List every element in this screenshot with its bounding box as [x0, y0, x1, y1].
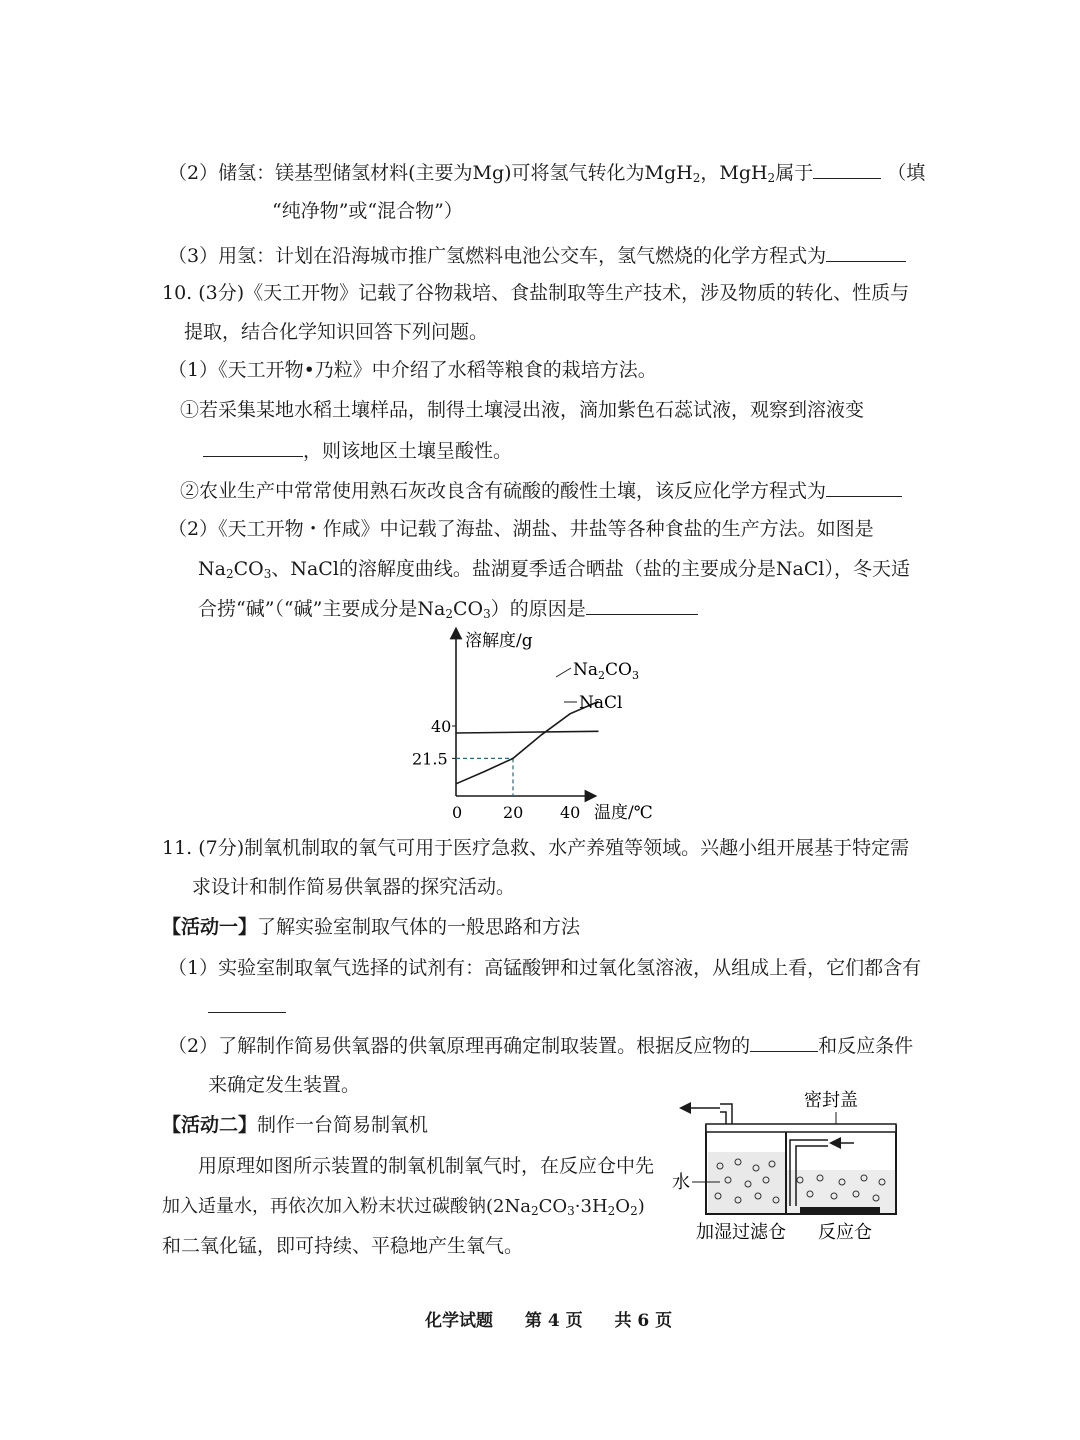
- footer-subject: 化学试题: [425, 1311, 493, 1331]
- series-line-na2co3: [456, 702, 599, 784]
- y-tick-label: 21.5: [412, 749, 448, 769]
- activity2-body-line1: 用原理如图所示装置的制氧机制氧气时，在反应仓中先: [198, 1155, 655, 1177]
- activity2-heading: 【活动二】制作一台简易制氧机: [162, 1114, 429, 1136]
- sealed-lid: [706, 1124, 896, 1132]
- lid-label: 密封盖: [804, 1090, 858, 1111]
- x-tick-label: 0: [452, 803, 463, 822]
- catalyst-layer: [800, 1207, 880, 1213]
- reaction-chamber-label: 反应仓: [818, 1222, 872, 1243]
- q11-part2-line1: （2）了解制作简易供氧器的供氧原理再确定制取装置。根据反应物的 和反应条件: [168, 1031, 913, 1060]
- solubility-chart: [405, 625, 695, 830]
- q9-part2-line1: （2）储氢：镁基型储氢材料(主要为Mg)可将氢气转化为MgH$_2$，MgH$_2$属于 （填: [168, 158, 925, 192]
- answer-blank[interactable]: [208, 992, 286, 1013]
- oxygen-generator-diagram: [668, 1080, 908, 1250]
- footer-page: 第 4 页: [524, 1311, 583, 1331]
- q9-part2-line2: “纯净物”或“混合物”）: [272, 200, 463, 222]
- activity2-body-line3: 和二氧化锰，即可持续、平稳地产生氧气。: [162, 1235, 524, 1257]
- water-label: 水: [672, 1172, 690, 1193]
- x-tick-label: 40: [560, 803, 581, 822]
- answer-blank[interactable]: [750, 1031, 818, 1052]
- footer-total: 共 6 页: [614, 1311, 673, 1331]
- q10-part1-i-line2: ，则该地区土壤呈酸性。: [203, 436, 512, 465]
- answer-blank[interactable]: [826, 241, 906, 262]
- activity2-body-line2: 加入适量水，再依次加入粉末状过碳酸钠$(2Na_2CO_3\cdot 3H_2O_2)$: [162, 1196, 645, 1218]
- x-axis-label: 温度/℃: [594, 803, 653, 823]
- q11-part1: （1）实验室制取氧气选择的试剂有：高锰酸钾和过氧化氢溶液，从组成上看，它们都含有: [168, 957, 922, 979]
- q10-stem-line1: 10. (3分)《天工开物》记载了谷物栽培、食盐制取等生产技术，涉及物质的转化、性质与: [162, 282, 910, 304]
- q11-stem-line1: 11. (7分)制氧机制取的氧气可用于医疗急救、水产养殖等领域。兴趣小组开展基于特定需: [162, 837, 910, 859]
- answer-blank[interactable]: [203, 436, 303, 457]
- page-footer: [425, 1307, 672, 1335]
- series-label-nacl: NaCl: [579, 693, 623, 713]
- q11-part2-line2: 来确定发生装置。: [208, 1074, 361, 1096]
- q11-part1-blank: [208, 992, 286, 1021]
- q11-stem-line2: 求设计和制作简易供氧器的探究活动。: [192, 876, 516, 898]
- activity1-heading: 【活动一】了解实验室制取气体的一般思路和方法: [162, 916, 581, 938]
- q10-stem-line2: 提取，结合化学知识回答下列问题。: [184, 321, 489, 343]
- series-label-na2co3: $Na_2CO_3$: [573, 660, 639, 682]
- answer-blank[interactable]: [586, 594, 698, 615]
- answer-blank[interactable]: [813, 158, 881, 179]
- reaction-liquid: [787, 1170, 895, 1213]
- q10-part1-ii: ②农业生产中常常使用熟石灰改良含有硫酸的酸性土壤，该反应化学方程式为: [180, 476, 902, 505]
- series-line-nacl: [456, 731, 599, 733]
- filter-chamber-label: 加湿过滤仓: [696, 1222, 786, 1243]
- series-leader-na2co3: [556, 668, 571, 677]
- q10-part2-line1: （2）《天工开物・作咸》中记载了海盐、湖盐、井盐等各种食盐的生产方法。如图是: [168, 518, 874, 540]
- q10-part1: （1）《天工开物•乃粒》中介绍了水稻等粮食的栽培方法。: [168, 359, 657, 381]
- x-tick-label: 20: [503, 803, 524, 822]
- q9-part3: （3）用氢：计划在沿海城市推广氢燃料电池公交车，氢气燃烧的化学方程式为: [168, 241, 906, 270]
- answer-blank[interactable]: [826, 476, 902, 497]
- q10-part1-i-line1: ①若采集某地水稻土壤样品，制得土壤浸出液，滴加紫色石蕊试液，观察到溶液变: [180, 399, 865, 421]
- q10-part2-line3: 合捞“碱”（“碱”主要成分是$Na_2CO_3$）的原因是: [198, 594, 698, 628]
- q10-part2-line2: $Na_2CO_3$、NaCl的溶解度曲线。盐湖夏季适合晒盐（盐的主要成分是NaCl），冬天适: [198, 558, 910, 581]
- y-axis-label: 溶解度/g: [465, 631, 533, 651]
- y-tick-label: 40: [431, 717, 452, 736]
